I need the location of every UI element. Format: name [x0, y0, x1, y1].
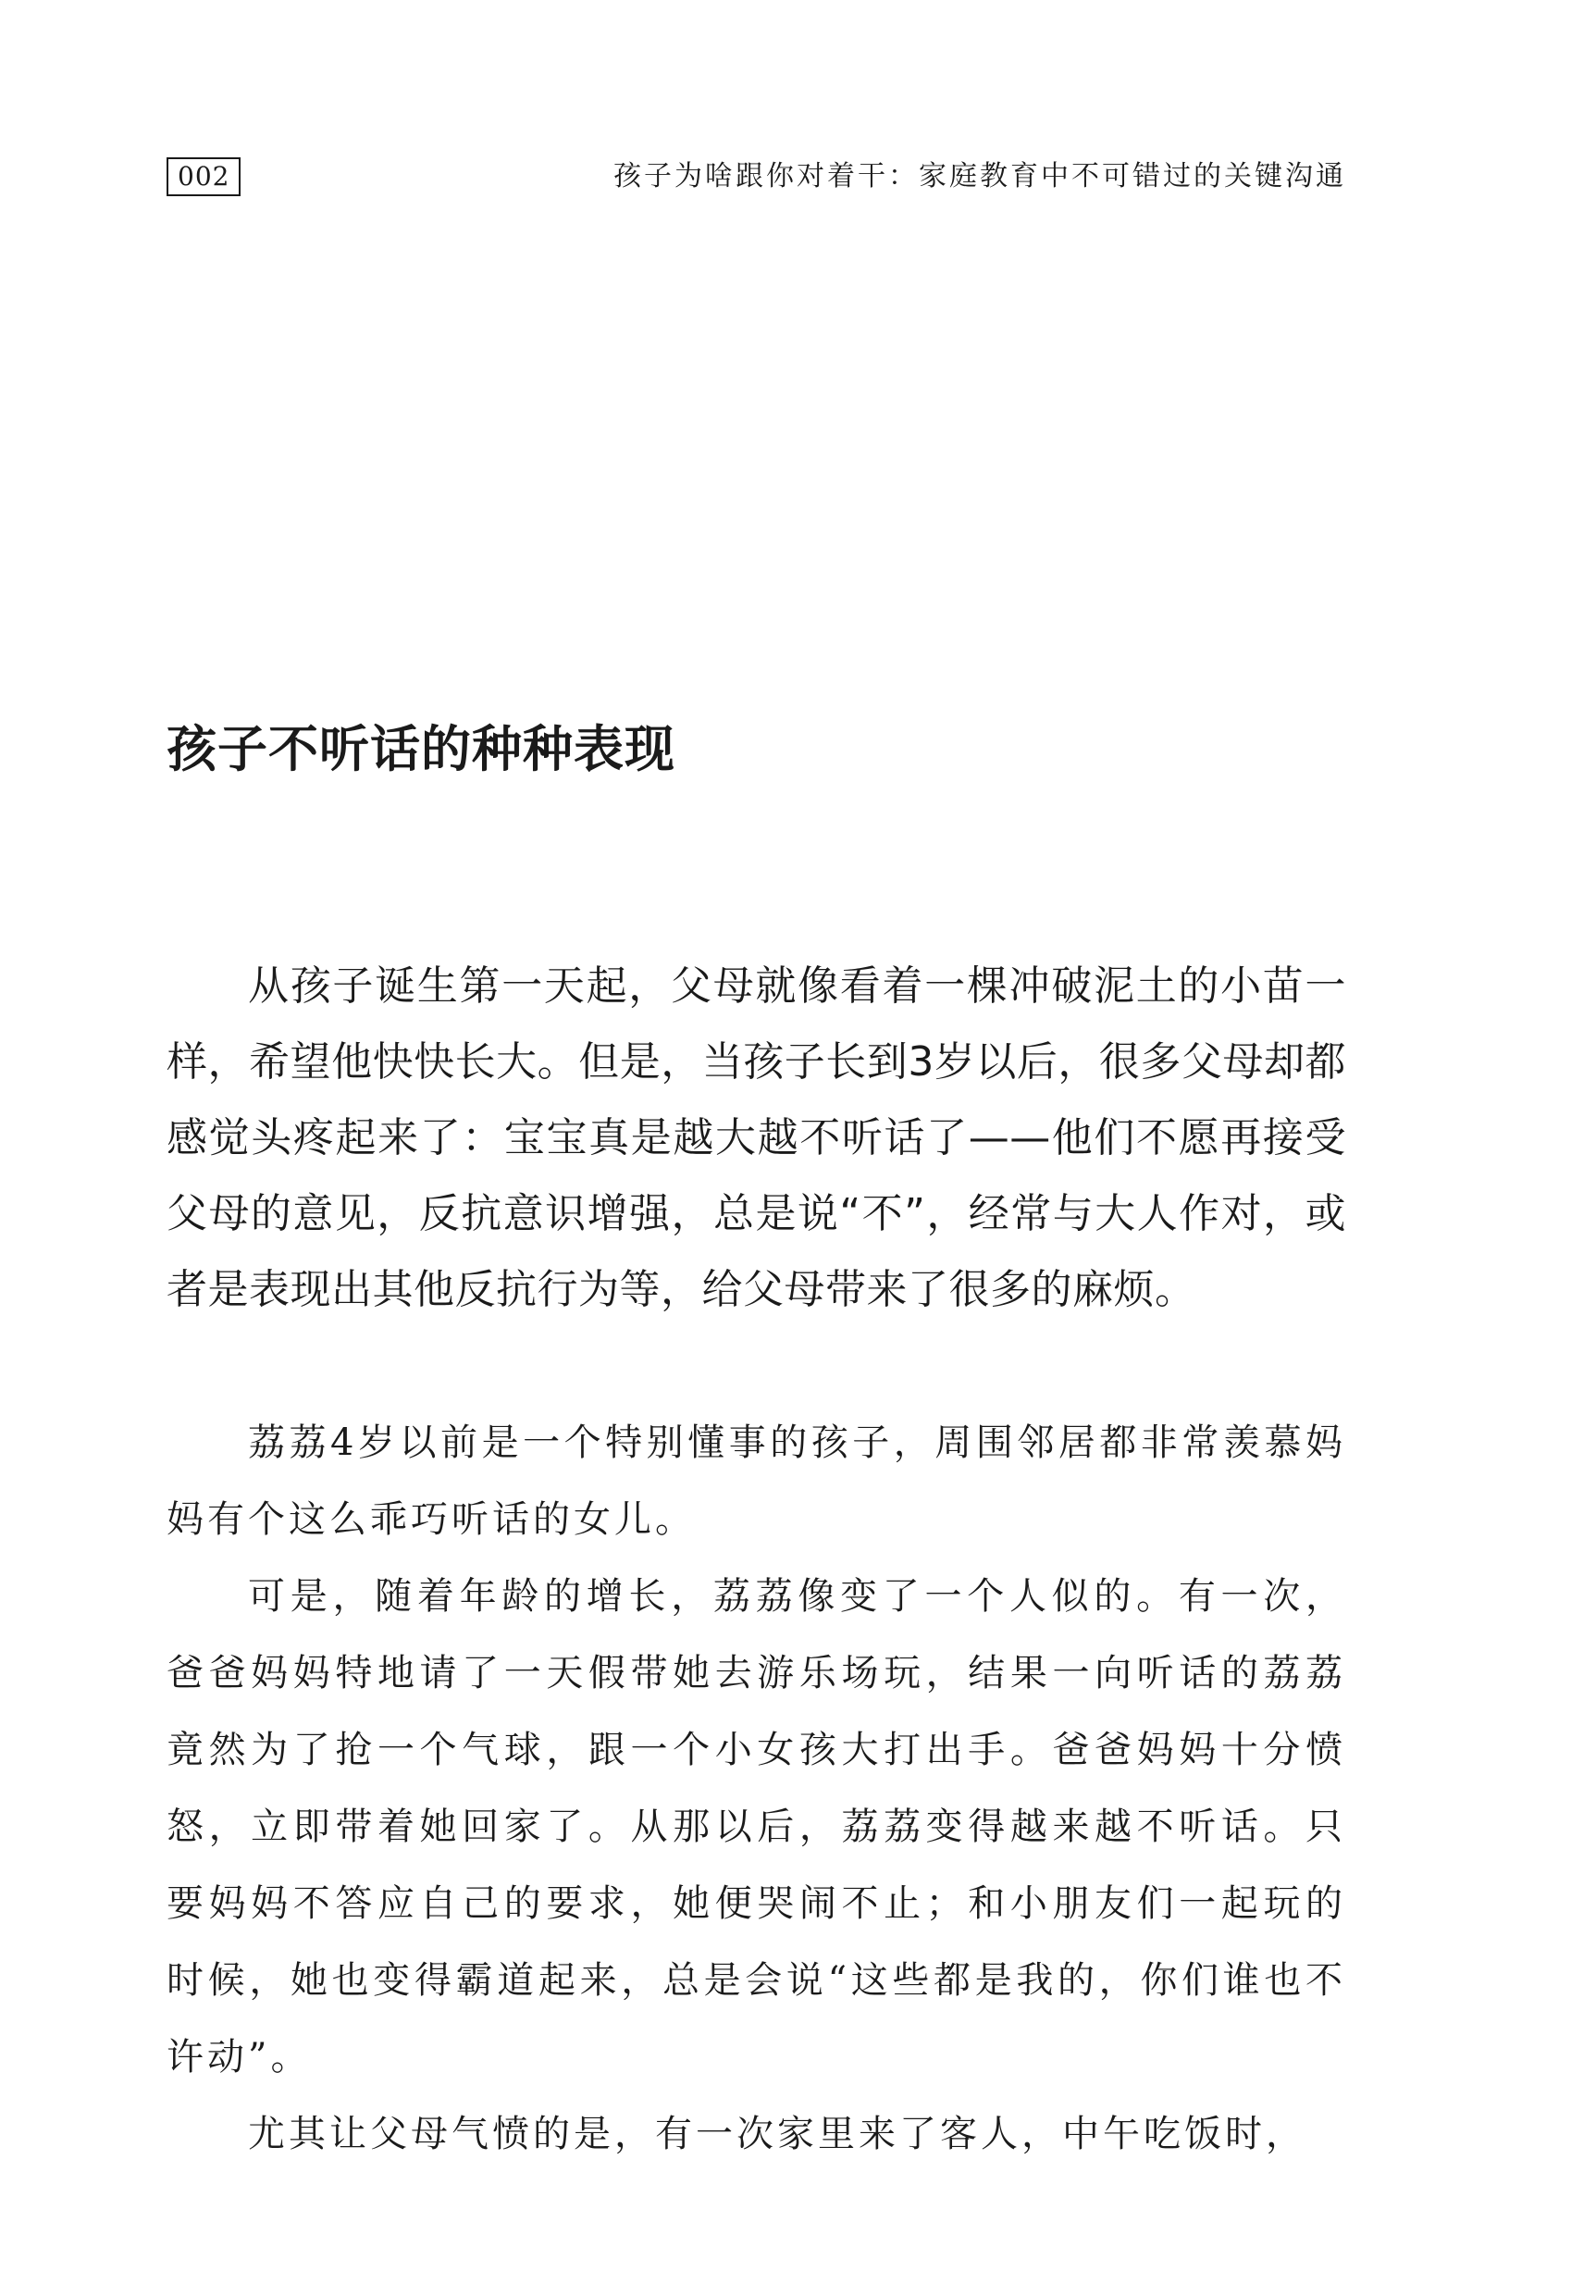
page-number: 002	[167, 157, 241, 196]
story-paragraph: 荔荔4岁以前是一个特别懂事的孩子，周围邻居都非常羡慕妈妈有个这么乖巧听话的女儿。	[167, 1421, 1346, 1541]
story-body	[167, 1405, 1346, 2173]
story-paragraph: 可是，随着年龄的增长，荔荔像变了一个人似的。有一次，爸爸妈妈特地请了一天假带她去游乐场玩，结果一向听话的荔荔竟然为了抢一个气球，跟一个小女孩大打出手。爸爸妈妈十分愤怒，立即带着她回家了。从那以后，荔荔变得越来越不听话。只要妈妈不答应自己的要求，她便哭闹不止；和小朋友们一起玩的时候，她也变得霸道起来，总是会说“这些都是我的，你们谁也不许动”。	[167, 1575, 1346, 2079]
book-title: 孩子为啥跟你对着干：家庭教育中不可错过的关键沟通	[613, 160, 1346, 192]
intro-paragraph: 从孩子诞生第一天起，父母就像看着一棵冲破泥土的小苗一样，希望他快快长大。但是，当孩子长到3岁以后，很多父母却都感觉头疼起来了：宝宝真是越大越不听话了——他们不愿再接受父母的意见，反抗意识增强，总是说“不”，经常与大人作对，或者是表现出其他反抗行为等，给父母带来了很多的麻烦。	[167, 962, 1346, 1313]
story-paragraph: 尤其让父母气愤的是，有一次家里来了客人，中午吃饭时，	[248, 2113, 1306, 2155]
running-header	[167, 157, 1346, 198]
section-heading: 孩子不听话的种种表现	[167, 720, 675, 778]
